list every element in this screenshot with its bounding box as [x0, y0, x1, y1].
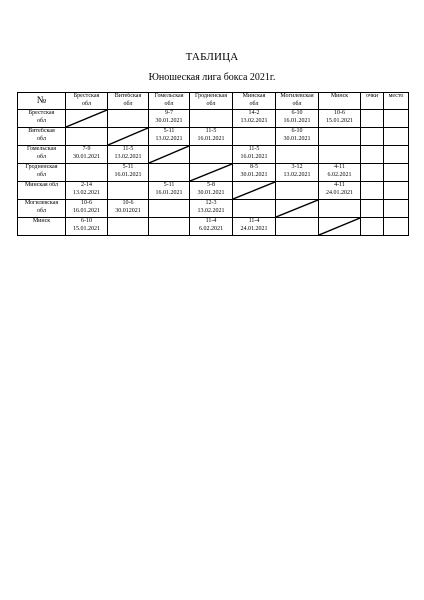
match-date: 13.02.2021: [73, 189, 100, 196]
self-match-cell: [233, 182, 276, 200]
match-score: 4-11: [334, 164, 345, 170]
match-result-cell: [233, 164, 276, 182]
header-points: очки: [361, 93, 384, 110]
match-date: 15.01.2021: [326, 117, 353, 124]
match-score: 5-11: [122, 164, 134, 170]
match-result-cell: [149, 200, 190, 218]
match-score: 10-6: [122, 200, 134, 206]
match-score: 11-5: [205, 128, 217, 134]
match-date: 30.012021: [115, 207, 141, 214]
self-match-cell: [66, 110, 108, 128]
row-team-name: [18, 146, 66, 164]
header-team-line1: Могилевская: [280, 93, 314, 99]
page-subtitle: Юношеская лига бокса 2021г.: [148, 72, 276, 83]
match-score: 11-4: [248, 218, 260, 224]
match-result-cell: [233, 110, 276, 128]
match-result-cell: [149, 128, 190, 146]
match-date: 15.01.2021: [73, 225, 100, 232]
header-team-line2: обл: [164, 100, 174, 107]
match-result-cell: [276, 128, 319, 146]
match-result-cell: [190, 110, 233, 128]
header-team-line1: Минск: [330, 93, 349, 99]
header-team: [190, 93, 233, 110]
match-score: 6-10: [291, 128, 303, 134]
match-score: 7-9: [82, 146, 91, 152]
match-date: 6.02.2021: [327, 171, 352, 178]
match-result-cell: [319, 164, 361, 182]
match-result-cell: [66, 182, 108, 200]
header-team-line1: Витебская: [114, 93, 142, 99]
row-team-line1: Гомельская: [27, 146, 56, 152]
self-match-cell: [319, 218, 361, 236]
match-result-cell: [233, 218, 276, 236]
row-team-name: [18, 182, 66, 200]
match-result-cell: [190, 182, 233, 200]
match-date: 13.02.2021: [197, 207, 225, 214]
row-team-line1: Минск: [32, 218, 51, 224]
match-date: 16.01.2021: [283, 117, 311, 124]
match-result-cell: [149, 218, 190, 236]
points-cell: [361, 218, 384, 236]
match-date: 30.01.2021: [73, 153, 100, 160]
header-team-line1: Гомельская: [154, 93, 184, 99]
match-result-cell: [108, 182, 149, 200]
header-number: №: [18, 93, 66, 110]
self-match-cell: [149, 146, 190, 164]
match-result-cell: [66, 164, 108, 182]
match-score: 4-11: [334, 182, 345, 188]
match-result-cell: [276, 164, 319, 182]
table-row: [18, 164, 409, 182]
place-cell: [384, 200, 409, 218]
match-result-cell: [108, 146, 149, 164]
header-team: [276, 93, 319, 110]
table-row: [18, 146, 409, 164]
match-date: 16.01.2021: [155, 189, 183, 196]
header-team: [108, 93, 149, 110]
table-row: [18, 200, 409, 218]
match-result-cell: [276, 110, 319, 128]
header-team-line1: Брестская: [73, 93, 100, 99]
row-team-name: [18, 200, 66, 218]
header-team: [233, 93, 276, 110]
match-score: 5-8: [207, 182, 215, 188]
match-score: 11-4: [205, 218, 217, 224]
points-cell: [361, 146, 384, 164]
match-date: 13.02.2021: [114, 153, 142, 160]
match-score: 12-3: [205, 200, 217, 206]
header-team-line1: Гродненская: [195, 93, 227, 99]
header-team-line2: обл: [206, 100, 216, 107]
diagonal-slash: [66, 110, 107, 127]
match-score: 10-6: [334, 110, 345, 116]
match-result-cell: [319, 128, 361, 146]
points-cell: [361, 110, 384, 128]
match-result-cell: [108, 164, 149, 182]
row-team-name: [18, 128, 66, 146]
table-row: [18, 218, 409, 236]
match-date: 16.01.2021: [197, 135, 225, 142]
self-match-cell: [276, 200, 319, 218]
match-result-cell: [149, 110, 190, 128]
table-row: [18, 128, 409, 146]
diagonal-slash: [149, 146, 189, 163]
match-result-cell: [190, 128, 233, 146]
match-result-cell: [319, 200, 361, 218]
diagonal-slash: [190, 164, 232, 181]
match-result-cell: [66, 128, 108, 146]
row-team-line2: обл: [37, 153, 46, 160]
diagonal-slash: [108, 128, 148, 145]
match-result-cell: [66, 146, 108, 164]
match-result-cell: [149, 182, 190, 200]
match-date: 24.01.2021: [326, 189, 353, 196]
match-result-cell: [276, 218, 319, 236]
diagonal-slash: [319, 218, 360, 235]
match-date: 30.01.2021: [283, 135, 311, 142]
match-score: 8-5: [250, 164, 258, 170]
place-cell: [384, 146, 409, 164]
match-date: 13.02.2021: [155, 135, 183, 142]
match-date: 16.01.2021: [73, 207, 100, 214]
match-result-cell: [233, 128, 276, 146]
match-date: 13.02.2021: [283, 171, 311, 178]
row-team-line2: обл: [37, 135, 46, 142]
match-date: 24.01.2021: [240, 225, 268, 232]
row-team-line1: Минская обл: [24, 182, 59, 188]
match-result-cell: [233, 200, 276, 218]
match-result-cell: [190, 218, 233, 236]
header-team-line2: обл: [249, 100, 259, 107]
match-result-cell: [276, 182, 319, 200]
match-score: 14-2: [248, 110, 260, 116]
points-cell: [361, 128, 384, 146]
row-team-name: [18, 110, 66, 128]
points-cell: [361, 164, 384, 182]
header-team-line2: обл: [82, 100, 91, 107]
match-result-cell: [190, 200, 233, 218]
match-result-cell: [108, 218, 149, 236]
row-team-line2: обл: [37, 171, 46, 178]
place-cell: [384, 128, 409, 146]
match-date: 6.02.2021: [199, 225, 223, 232]
match-result-cell: [66, 218, 108, 236]
self-match-cell: [190, 164, 233, 182]
diagonal-slash: [276, 200, 318, 217]
row-team-name: [18, 164, 66, 182]
match-score: 5-11: [163, 182, 175, 188]
match-result-cell: [319, 146, 361, 164]
match-date: 16.01.2021: [114, 171, 142, 178]
match-score: 10-6: [81, 200, 92, 206]
match-date: 30.01.2021: [240, 171, 268, 178]
self-match-cell: [108, 128, 149, 146]
row-team-line1: Витебская: [28, 128, 55, 134]
place-cell: [384, 164, 409, 182]
place-cell: [384, 218, 409, 236]
match-score: 5-11: [163, 128, 175, 134]
row-team-line1: Брестская: [28, 110, 55, 116]
table-row: [18, 110, 409, 128]
header-team: [66, 93, 108, 110]
match-result-cell: [233, 146, 276, 164]
place-cell: [384, 182, 409, 200]
match-date: 16.01.2021: [240, 153, 268, 160]
place-cell: [384, 110, 409, 128]
results-table: [17, 92, 409, 236]
match-score: 11-5: [122, 146, 134, 152]
header-team: [149, 93, 190, 110]
match-score: 2-14: [81, 182, 92, 188]
match-date: 30.01.2021: [197, 189, 225, 196]
row-team-line1: Гродненская: [25, 164, 58, 170]
page-title: ТАБЛИЦА: [185, 51, 239, 63]
row-team-line1: Могилевская: [24, 200, 59, 206]
match-result-cell: [276, 146, 319, 164]
match-result-cell: [319, 110, 361, 128]
match-score: 9-7: [165, 110, 173, 116]
match-result-cell: [190, 146, 233, 164]
match-result-cell: [149, 164, 190, 182]
header-team-line2: обл: [292, 100, 302, 107]
points-cell: [361, 200, 384, 218]
match-score: 6-10: [291, 110, 303, 116]
match-result-cell: [108, 200, 149, 218]
header-row: [18, 93, 409, 110]
row-team-line2: обл: [37, 207, 46, 214]
row-team-name: [18, 218, 66, 236]
points-cell: [361, 182, 384, 200]
header-place: место: [384, 93, 409, 110]
header-team-line1: Минская: [242, 93, 266, 99]
header-team-line2: обл: [123, 100, 133, 107]
table-row: [18, 182, 409, 200]
match-score: 6-10: [81, 218, 92, 224]
match-score: 11-5: [248, 146, 260, 152]
header-team: [319, 93, 361, 110]
match-date: 13.02.2021: [240, 117, 268, 124]
match-result-cell: [319, 182, 361, 200]
match-result-cell: [66, 200, 108, 218]
match-score: 3-12: [291, 164, 303, 170]
match-result-cell: [108, 110, 149, 128]
match-date: 30.01.2021: [155, 117, 183, 124]
diagonal-slash: [233, 182, 275, 199]
row-team-line2: обл: [37, 117, 46, 124]
